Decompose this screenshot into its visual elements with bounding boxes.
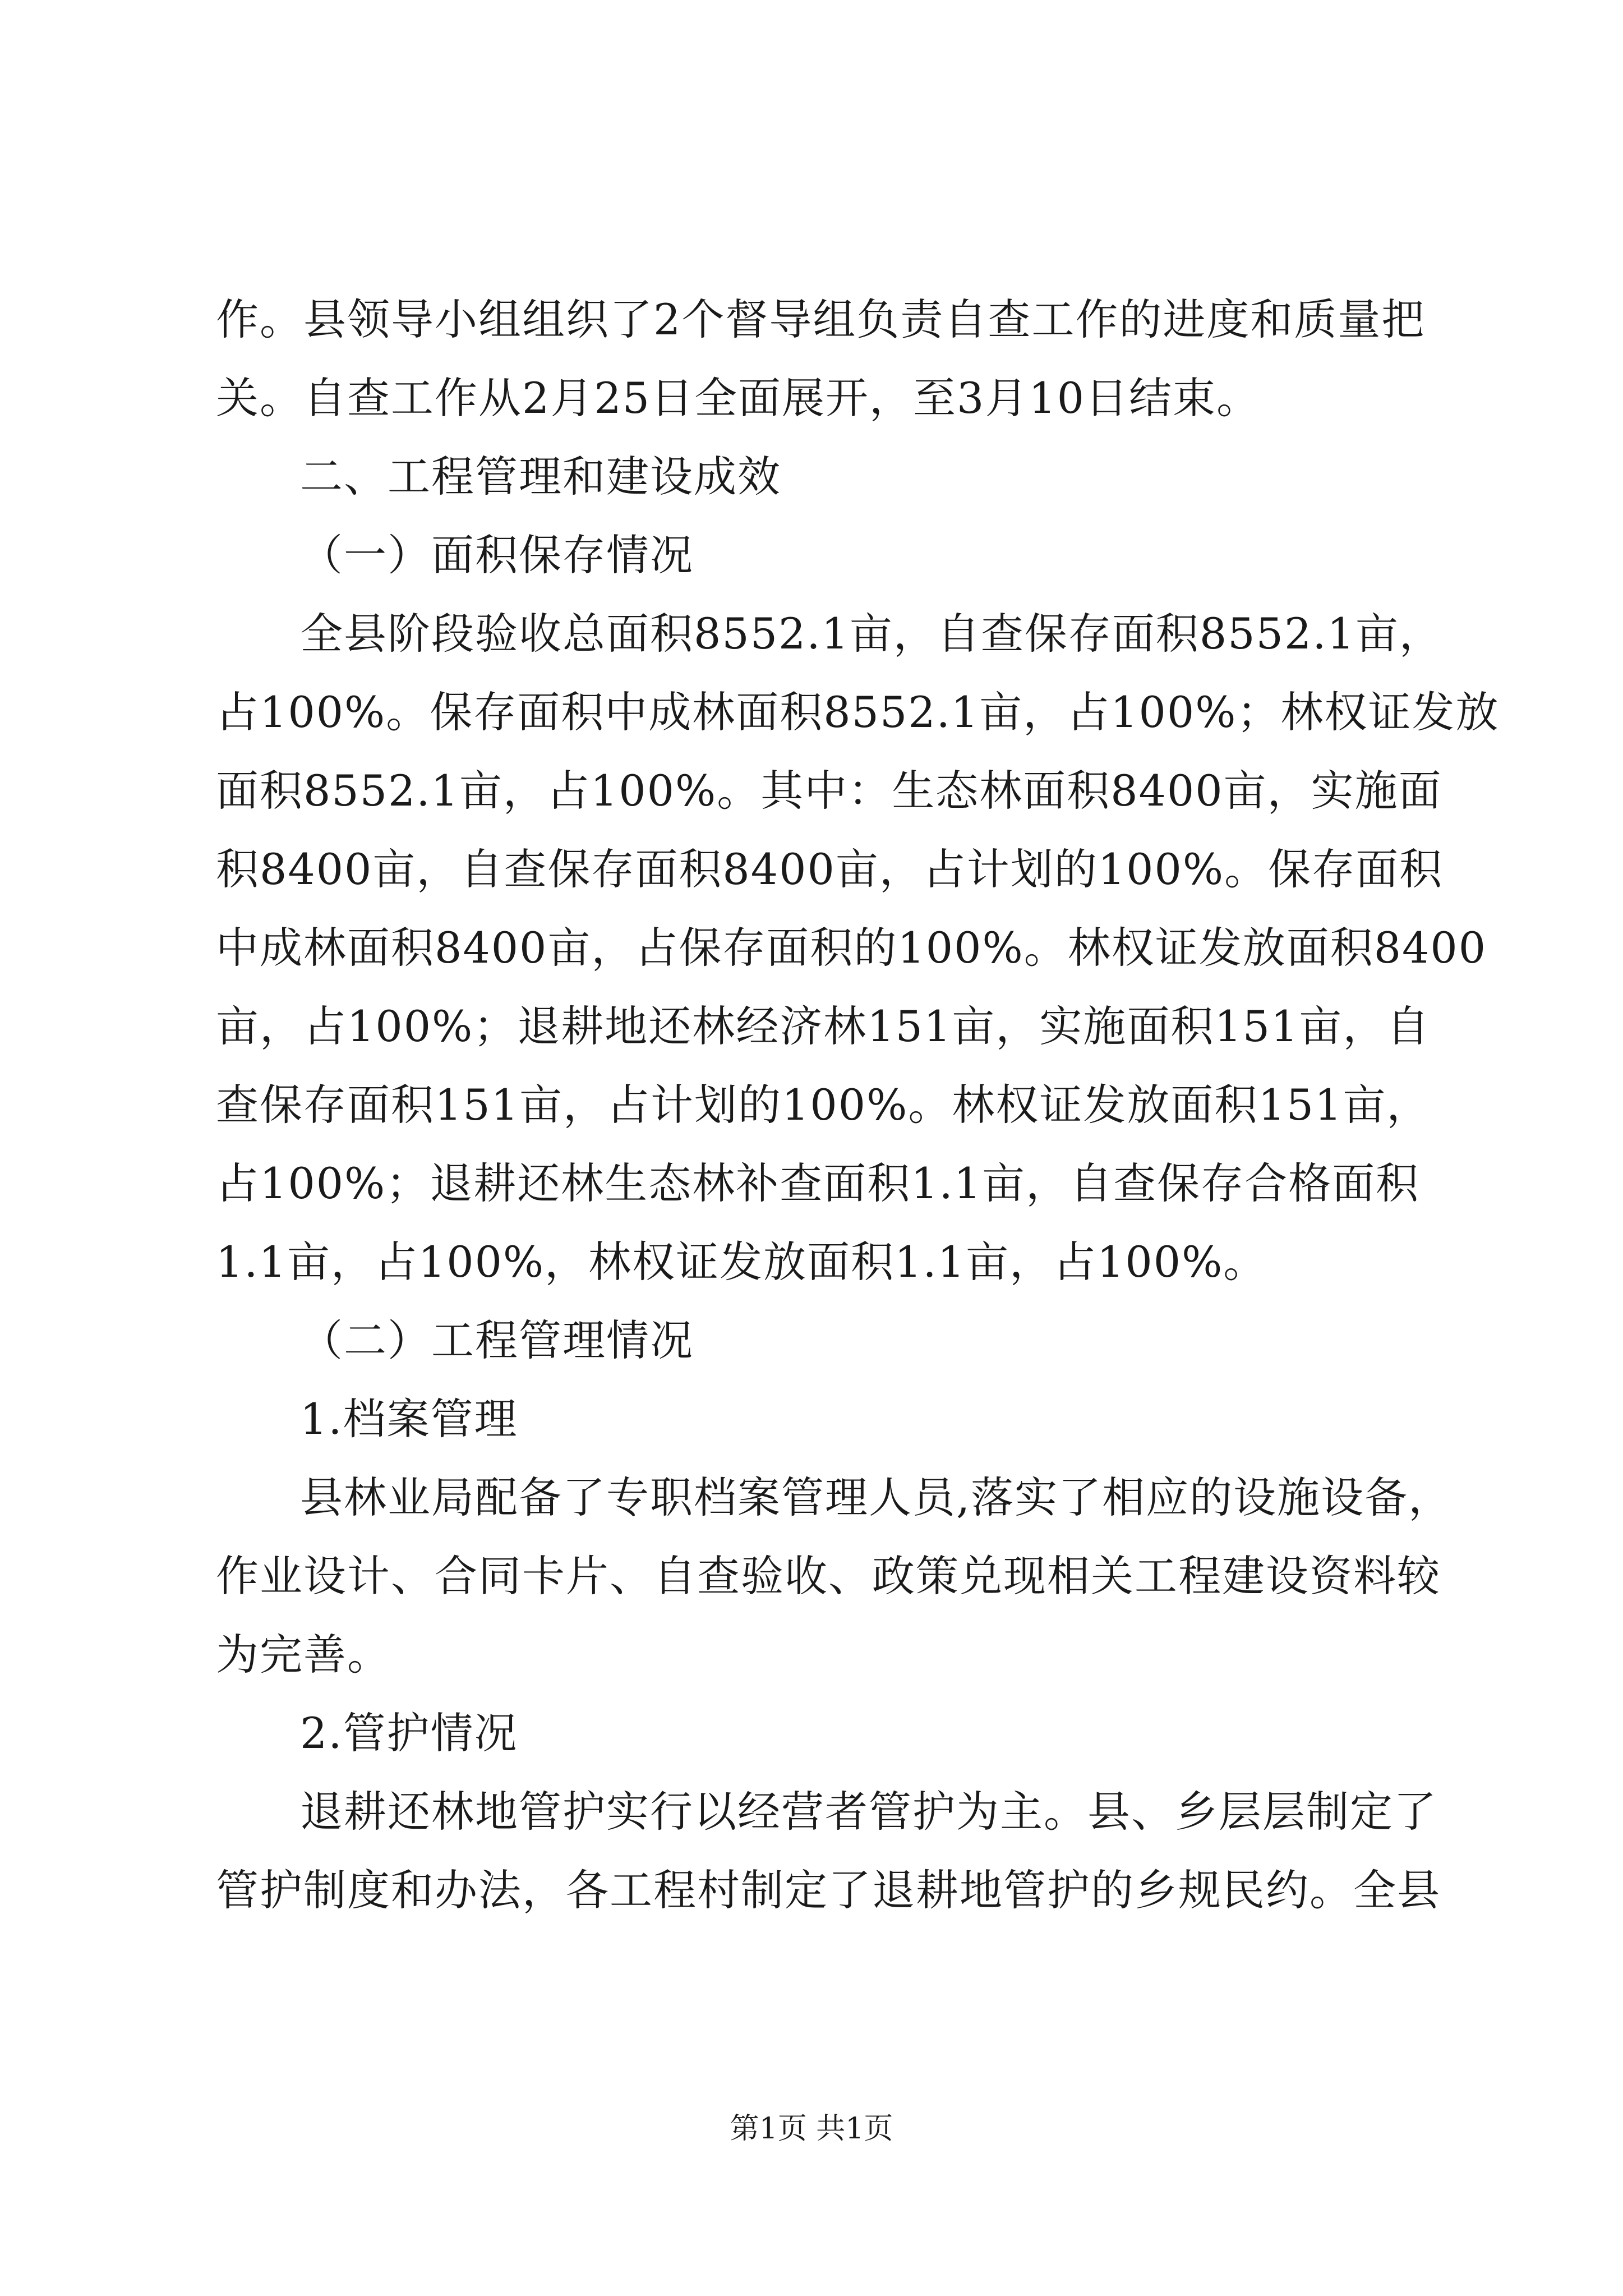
body-text-line: 作。县领导小组组织了2个督导组负责自查工作的进度和质量把 — [216, 295, 1426, 344]
page-footer: 第1页 共1页 — [730, 2112, 893, 2146]
body-text-line: 占100%。保存面积中成林面积8552.1亩，占100%；林权证发放 — [216, 687, 1500, 737]
item-heading: 1.档案管理 — [300, 1394, 518, 1444]
body-text-line: 管护制度和办法，各工程村制定了退耕地管护的乡规民约。全县 — [216, 1865, 1441, 1915]
section-heading: 二、工程管理和建设成效 — [300, 452, 781, 501]
body-text-line: 全县阶段验收总面积8552.1亩，自查保存面积8552.1亩， — [300, 609, 1443, 659]
subsection-heading: （二）工程管理情况 — [300, 1315, 694, 1365]
subsection-heading: （一）面积保存情况 — [300, 530, 694, 580]
body-text-line: 查保存面积151亩，占计划的100%。林权证发放面积151亩， — [216, 1080, 1431, 1130]
body-text-line: 积8400亩，自查保存面积8400亩，占计划的100%。保存面积 — [216, 844, 1444, 894]
body-text-line: 关。自查工作从2月25日全面展开，至3月10日结束。 — [216, 373, 1261, 423]
item-heading: 2.管护情况 — [300, 1708, 518, 1758]
body-text-line: 退耕还林地管护实行以经营者管护为主。县、乡层层制定了 — [300, 1787, 1437, 1837]
body-text-line: 为完善。 — [216, 1630, 391, 1680]
body-text-line: 面积8552.1亩，占100%。其中：生态林面积8400亩，实施面 — [216, 766, 1442, 816]
body-text-line: 占100%；退耕还林生态林补查面积1.1亩，自查保存合格面积 — [216, 1158, 1420, 1208]
body-text-line: 1.1亩，占100%，林权证发放面积1.1亩，占100%。 — [216, 1237, 1267, 1287]
body-text-line: 亩，占100%；退耕地还林经济林151亩，实施面积151亩，自 — [216, 1001, 1431, 1051]
body-text-line: 县林业局配备了专职档案管理人员,落实了相应的设施设备， — [300, 1473, 1453, 1522]
body-text-line: 作业设计、合同卡片、自查验收、政策兑现相关工程建设资料较 — [216, 1551, 1441, 1601]
body-text-line: 中成林面积8400亩，占保存面积的100%。林权证发放面积8400 — [216, 923, 1487, 973]
